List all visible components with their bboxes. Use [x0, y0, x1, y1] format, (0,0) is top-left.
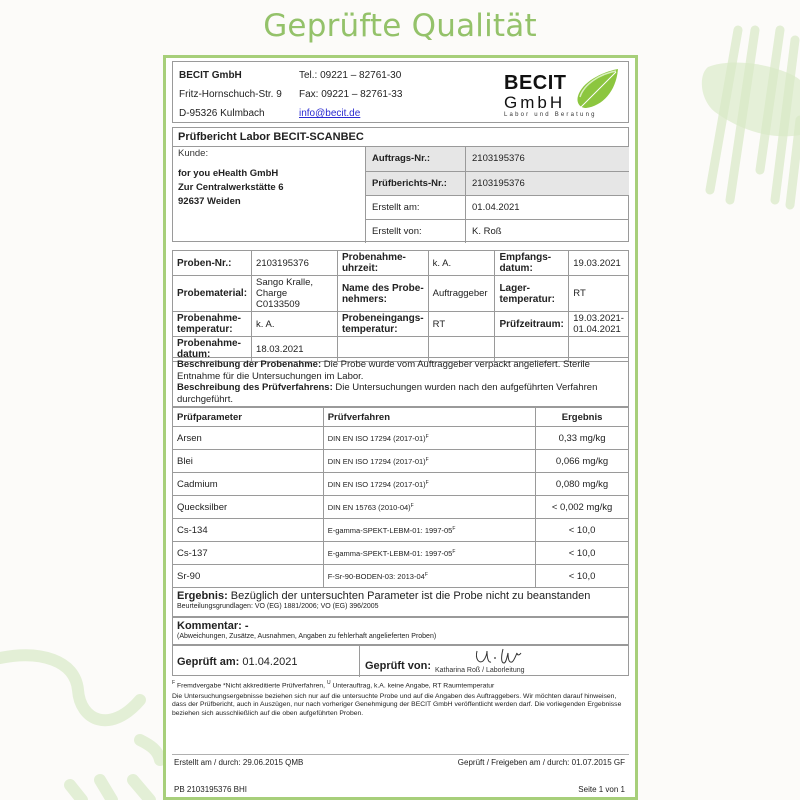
method-text: DIN EN ISO 17294 (2017-01)	[327, 456, 426, 466]
legend	[172, 679, 629, 691]
result-row	[173, 542, 629, 565]
company-name: BECIT GmbH	[179, 70, 242, 81]
sample-value: k. A.	[252, 312, 338, 337]
report-title: Prüfbericht Labor BECIT-SCANBEC	[178, 131, 364, 143]
meta-label: Erstellt am:	[366, 195, 466, 219]
company-email-link[interactable]: info@becit.de	[299, 108, 361, 119]
customer-city: 92637 Weiden	[178, 196, 241, 207]
result-parameter: Quecksilber	[173, 496, 324, 519]
sampling-text: Die Probe wurde vom Auftraggeber verpackt angeliefert. Sterile Entnahme für die Untersuchungen im Labor.	[177, 359, 590, 382]
sample-label: Name des Probe-nehmers:	[337, 276, 428, 312]
notes-block	[172, 679, 629, 720]
col-header-result: Ergebnis	[536, 408, 629, 427]
result-method	[323, 519, 535, 542]
footnote-mark: F	[410, 502, 414, 509]
legend-text: Unterauftrag, k.A. keine Angabe, RT Raumtemperatur	[330, 682, 495, 690]
sample-label: Probenahme-temperatur:	[173, 312, 252, 337]
leaf-icon	[572, 68, 620, 110]
col-header-method: Prüfverfahren	[323, 408, 535, 427]
company-tel: Tel.: 09221 – 82761-30	[299, 70, 402, 81]
signer-name: Katharina Roß / Laborleitung	[435, 667, 525, 674]
sampling-label: Beschreibung der Probenahme:	[177, 359, 322, 370]
sample-label: Probematerial:	[173, 276, 252, 312]
result-parameter: Blei	[173, 450, 324, 473]
result-method	[323, 542, 535, 565]
footnote-mark: F	[452, 548, 456, 555]
sample-label: Empfangs-datum:	[495, 251, 569, 276]
footer-created: Erstellt am / durch: 29.06.2015 QMB	[174, 758, 304, 767]
company-city: D-95326 Kulmbach	[179, 108, 265, 119]
result-value: < 0,002 mg/kg	[536, 496, 629, 519]
method-text: DIN EN ISO 17294 (2017-01)	[327, 433, 426, 443]
result-row	[173, 473, 629, 496]
verdict-text: Bezüglich der untersuchten Parameter ist die Probe nicht zu beanstanden	[227, 590, 591, 602]
footnote-mark: F	[425, 479, 429, 486]
customer-address	[178, 167, 284, 209]
comment-value: -	[241, 620, 249, 632]
report-meta-table	[365, 147, 629, 243]
sample-label: Probeneingangs-temperatur:	[337, 312, 428, 337]
meta-row	[366, 147, 630, 171]
footnote-mark: F	[452, 525, 456, 532]
result-method	[323, 427, 535, 450]
approval-block	[172, 645, 629, 676]
comment-label: Kommentar:	[177, 620, 242, 632]
approval-divider	[359, 646, 360, 677]
legend-mark: U	[326, 680, 331, 686]
result-row	[173, 565, 629, 588]
sample-value: RT	[569, 276, 629, 312]
method-text: E-gamma-SPEKT-LEBM-01: 1997-05	[327, 548, 453, 558]
method-text: Die Untersuchungen wurden nach den aufgeführten Verfahren durchgeführt.	[177, 382, 598, 405]
meta-value: 2103195376	[466, 171, 630, 195]
meta-value: 01.04.2021	[466, 195, 630, 219]
method-label: Beschreibung des Prüfverfahrens:	[177, 382, 333, 393]
result-row	[173, 519, 629, 542]
result-method	[323, 473, 535, 496]
sample-value: RT	[428, 312, 495, 337]
result-value: 0,066 mg/kg	[536, 450, 629, 473]
sample-value: 18.03.2021	[252, 337, 338, 362]
result-value: < 10,0	[536, 542, 629, 565]
results-table	[172, 407, 629, 588]
sample-row	[173, 251, 629, 276]
method-text: DIN EN ISO 17294 (2017-01)	[327, 479, 426, 489]
result-row	[173, 427, 629, 450]
customer-block	[172, 146, 629, 242]
footer-divider	[172, 754, 629, 755]
result-parameter: Cs-134	[173, 519, 324, 542]
company-street: Fritz-Hornschuch-Str. 9	[179, 89, 282, 100]
sample-row	[173, 276, 629, 312]
sample-label: Probenahme-uhrzeit:	[337, 251, 428, 276]
disclaimer: Die Untersuchungsergebnisse beziehen sich nur auf die untersuchte Probe und auf die Angaben des Auftraggebers. Wir möchten darauf hinweisen, dass der Prüfbericht, auch in Auszügen, nur nach vorheriger Genehmigung der BECIT GmbH veröffentlicht werden darf. Die vorliegenden Ergebnisse beziehen sich ausschließlich auf die oben aufgeführten Proben.	[172, 692, 622, 717]
sample-label: Lager-temperatur:	[495, 276, 569, 312]
meta-label: Prüfberichts-Nr.:	[366, 171, 466, 195]
sample-value: Auftraggeber	[428, 276, 495, 312]
page-heading: Geprüfte Qualität	[263, 8, 537, 44]
meta-label: Auftrags-Nr.:	[366, 147, 466, 171]
checked-on-label: Geprüft am:	[177, 656, 240, 668]
sample-row	[173, 312, 629, 337]
col-header-parameter: Prüfparameter	[173, 408, 324, 427]
method-text: DIN EN 15763 (2010-04)	[327, 502, 411, 512]
sample-info-table	[172, 250, 629, 362]
legend-text: Fremdvergabe *Nicht akkreditierte Prüfverfahren,	[175, 682, 327, 690]
sample-value: k. A.	[428, 251, 495, 276]
result-value: < 10,0	[536, 519, 629, 542]
method-text: F-Sr-90-BODEN-03: 2013-04	[327, 571, 425, 581]
results-header-row	[173, 408, 629, 427]
sample-label: Probenahme-datum:	[173, 337, 252, 362]
result-value: 0,080 mg/kg	[536, 473, 629, 496]
footer-released: Geprüft / Freigeben am / durch: 01.07.2015 GF	[457, 758, 625, 767]
sample-value: 19.03.2021-01.04.2021	[569, 312, 629, 337]
meta-value: K. Roß	[466, 219, 630, 243]
report-frame	[163, 55, 638, 800]
signature-icon	[473, 647, 533, 667]
result-row	[173, 450, 629, 473]
logo-line2: GmbH	[504, 93, 566, 112]
result-method	[323, 496, 535, 519]
verdict-block	[172, 587, 629, 617]
result-value: < 10,0	[536, 565, 629, 588]
sample-value: 2103195376	[252, 251, 338, 276]
result-parameter: Sr-90	[173, 565, 324, 588]
description-block	[172, 357, 629, 407]
customer-street: Zur Centralwerkstätte 6	[178, 182, 284, 193]
method-text: E-gamma-SPEKT-LEBM-01: 1997-05	[327, 525, 453, 535]
sample-label: Prüfzeitraum:	[495, 312, 569, 337]
result-method	[323, 450, 535, 473]
company-fax: Fax: 09221 – 82761-33	[299, 89, 403, 100]
legend-mark: F	[172, 680, 176, 686]
checked-by-label: Geprüft von:	[365, 660, 431, 672]
result-parameter: Cadmium	[173, 473, 324, 496]
meta-row	[366, 171, 630, 195]
customer-name: for you eHealth GmbH	[178, 168, 279, 179]
result-row	[173, 496, 629, 519]
verdict-label: Ergebnis:	[177, 590, 228, 602]
checked-on-value: 01.04.2021	[239, 656, 298, 668]
result-method	[323, 565, 535, 588]
company-header	[172, 61, 629, 123]
sample-value: Sango Kralle, Charge C0133509	[252, 276, 338, 312]
footer-page-number: Seite 1 von 1	[578, 785, 625, 794]
footnote-mark: F	[425, 433, 429, 440]
meta-row	[366, 219, 630, 243]
result-value: 0,33 mg/kg	[536, 427, 629, 450]
sample-value: 19.03.2021	[569, 251, 629, 276]
verdict-basis: Beurteilungsgrundlagen: VO (EG) 1881/2006; VO (EG) 396/2005	[177, 603, 379, 610]
sample-label: Proben-Nr.:	[173, 251, 252, 276]
footnote-mark: F	[425, 456, 429, 463]
meta-label: Erstellt von:	[366, 219, 466, 243]
becit-logo	[504, 68, 622, 120]
footnote-mark: F	[424, 571, 428, 578]
logo-line1: BECIT	[504, 72, 567, 94]
customer-label: Kunde:	[178, 148, 209, 159]
comment-block	[172, 617, 629, 645]
meta-row	[366, 195, 630, 219]
report-sheet	[172, 61, 629, 796]
result-parameter: Cs-137	[173, 542, 324, 565]
comment-hint: (Abweichungen, Zusätze, Ausnahmen, Angaben zu fehlerhaft angelieferten Proben)	[177, 633, 437, 640]
logo-tagline: Labor und Beratung	[504, 112, 597, 118]
report-title-row	[172, 127, 629, 147]
footer-doc-id: PB 2103195376 BHI	[174, 785, 247, 794]
result-parameter: Arsen	[173, 427, 324, 450]
meta-value: 2103195376	[466, 147, 630, 171]
